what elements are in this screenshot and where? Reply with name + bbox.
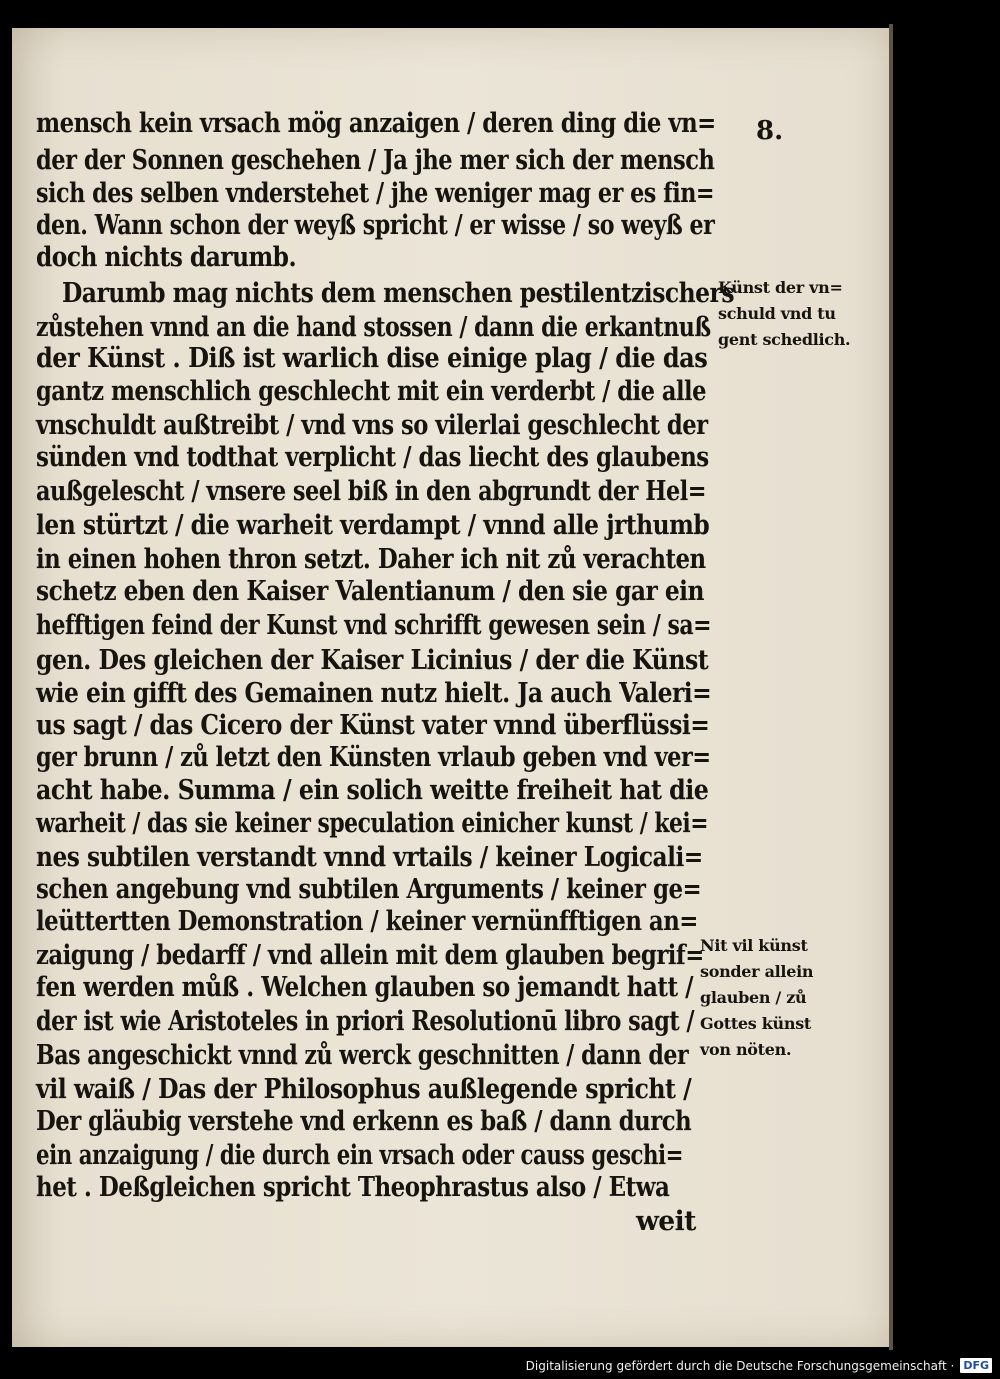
margin-note-line: Nit vil künst (700, 936, 808, 955)
text-line: der ist wie Aristoteles in priori Resolutionū libro sagt / (36, 1006, 695, 1037)
text-line: het . Deßgleichen spricht Theophrastus also / Etwa (36, 1172, 670, 1203)
text-line: der Künst . Diß ist warlich dise einige plag / die das (36, 343, 708, 374)
margin-note-line: glauben / zů (700, 988, 807, 1007)
text-line: doch nichts darumb. (36, 242, 297, 273)
margin-note-line: Künst der vn= (718, 278, 843, 297)
text-line: leüttertten Demonstration / keiner vernünfftigen an= (36, 906, 698, 937)
text-line: vil waiß / Das der Philosophus außlegende spricht / (36, 1074, 692, 1105)
text-line: nes subtilen verstandt vnnd vrtails / keiner Logicali= (36, 842, 703, 873)
folio-number: 8. (756, 116, 784, 146)
margin-note-line: schuld vnd tu (718, 304, 836, 323)
text-line: Darumb mag nichts dem menschen pestilentzischers (62, 278, 735, 309)
text-line: Bas angeschickt vnnd zů werck geschnitten / dann der (36, 1040, 689, 1071)
margin-note-line: gent schedlich. (718, 330, 851, 349)
text-line: zaigung / bedarff / vnd allein mit dem glauben begrif= (36, 940, 704, 971)
text-line: schen angebung vnd subtilen Arguments / keiner ge= (36, 874, 702, 905)
text-line: gantz menschlich geschlecht mit ein verderbt / die alle (36, 376, 706, 407)
text-line: wie ein gifft des Gemainen nutz hielt. Ja auch Valeri= (36, 678, 712, 709)
funding-footer (526, 1358, 992, 1373)
text-line: us sagt / das Cicero der Künst vater vnnd überflüssi= (36, 710, 710, 741)
text-line: gen. Des gleichen der Kaiser Licinius / der die Künst (36, 645, 709, 676)
text-line: in einen hohen thron setzt. Daher ich nit zů verachten (36, 544, 706, 575)
text-line: außgelescht / vnsere seel biß in den abgrundt der Hel= (36, 476, 707, 507)
margin-note-line: sonder allein (700, 962, 814, 981)
text-line: warheit / das sie keiner speculation einicher kunst / kei= (36, 808, 709, 839)
margin-note-line: Gottes künst (700, 1014, 812, 1033)
text-line: zůstehen vnnd an die hand stossen / dann die erkantnuß (36, 312, 711, 343)
text-line: fen werden můß . Welchen glauben so jemandt hatt / (36, 972, 693, 1003)
text-line: ein anzaigung / die durch ein vrsach oder causs geschi= (36, 1140, 684, 1171)
text-line: schetz eben den Kaiser Valentianum / den sie gar ein (36, 576, 704, 607)
text-line: weit (636, 1206, 696, 1237)
dfg-logo: DFG (960, 1358, 992, 1373)
text-line: len stürtzt / die warheit verdampt / vnnd alle jrthumb (36, 510, 710, 541)
text-line: acht habe. Summa / ein solich weitte freiheit hat die (36, 775, 709, 806)
funding-note: Digitalisierung gefördert durch die Deutsche Forschungsgemeinschaft · (525, 1358, 955, 1373)
text-line: sünden vnd todthat verplicht / das liecht des glaubens (36, 442, 709, 473)
text-line: sich des selben vnderstehet / jhe weniger mag er es fin= (36, 178, 715, 209)
text-line: ger brunn / zů letzt den Künsten vrlaub geben vnd ver= (36, 742, 711, 773)
text-line: der der Sonnen geschehen / Ja jhe mer sich der mensch (36, 145, 715, 176)
page-edge (889, 24, 893, 1350)
margin-note-line: von nöten. (700, 1040, 792, 1059)
text-line: Der gläubig verstehe vnd erkenn es baß / dann durch (36, 1106, 692, 1137)
text-line: den. Wann schon der weyß spricht / er wisse / so weyß er (36, 210, 715, 241)
text-line: hefftigen feind der Kunst vnd schrifft gewesen sein / sa= (36, 610, 712, 641)
text-line: mensch kein vrsach mög anzaigen / deren ding die vn= (36, 108, 716, 139)
text-line: vnschuldt außtreibt / vnd vns so vilerlai geschlecht der (36, 410, 708, 441)
